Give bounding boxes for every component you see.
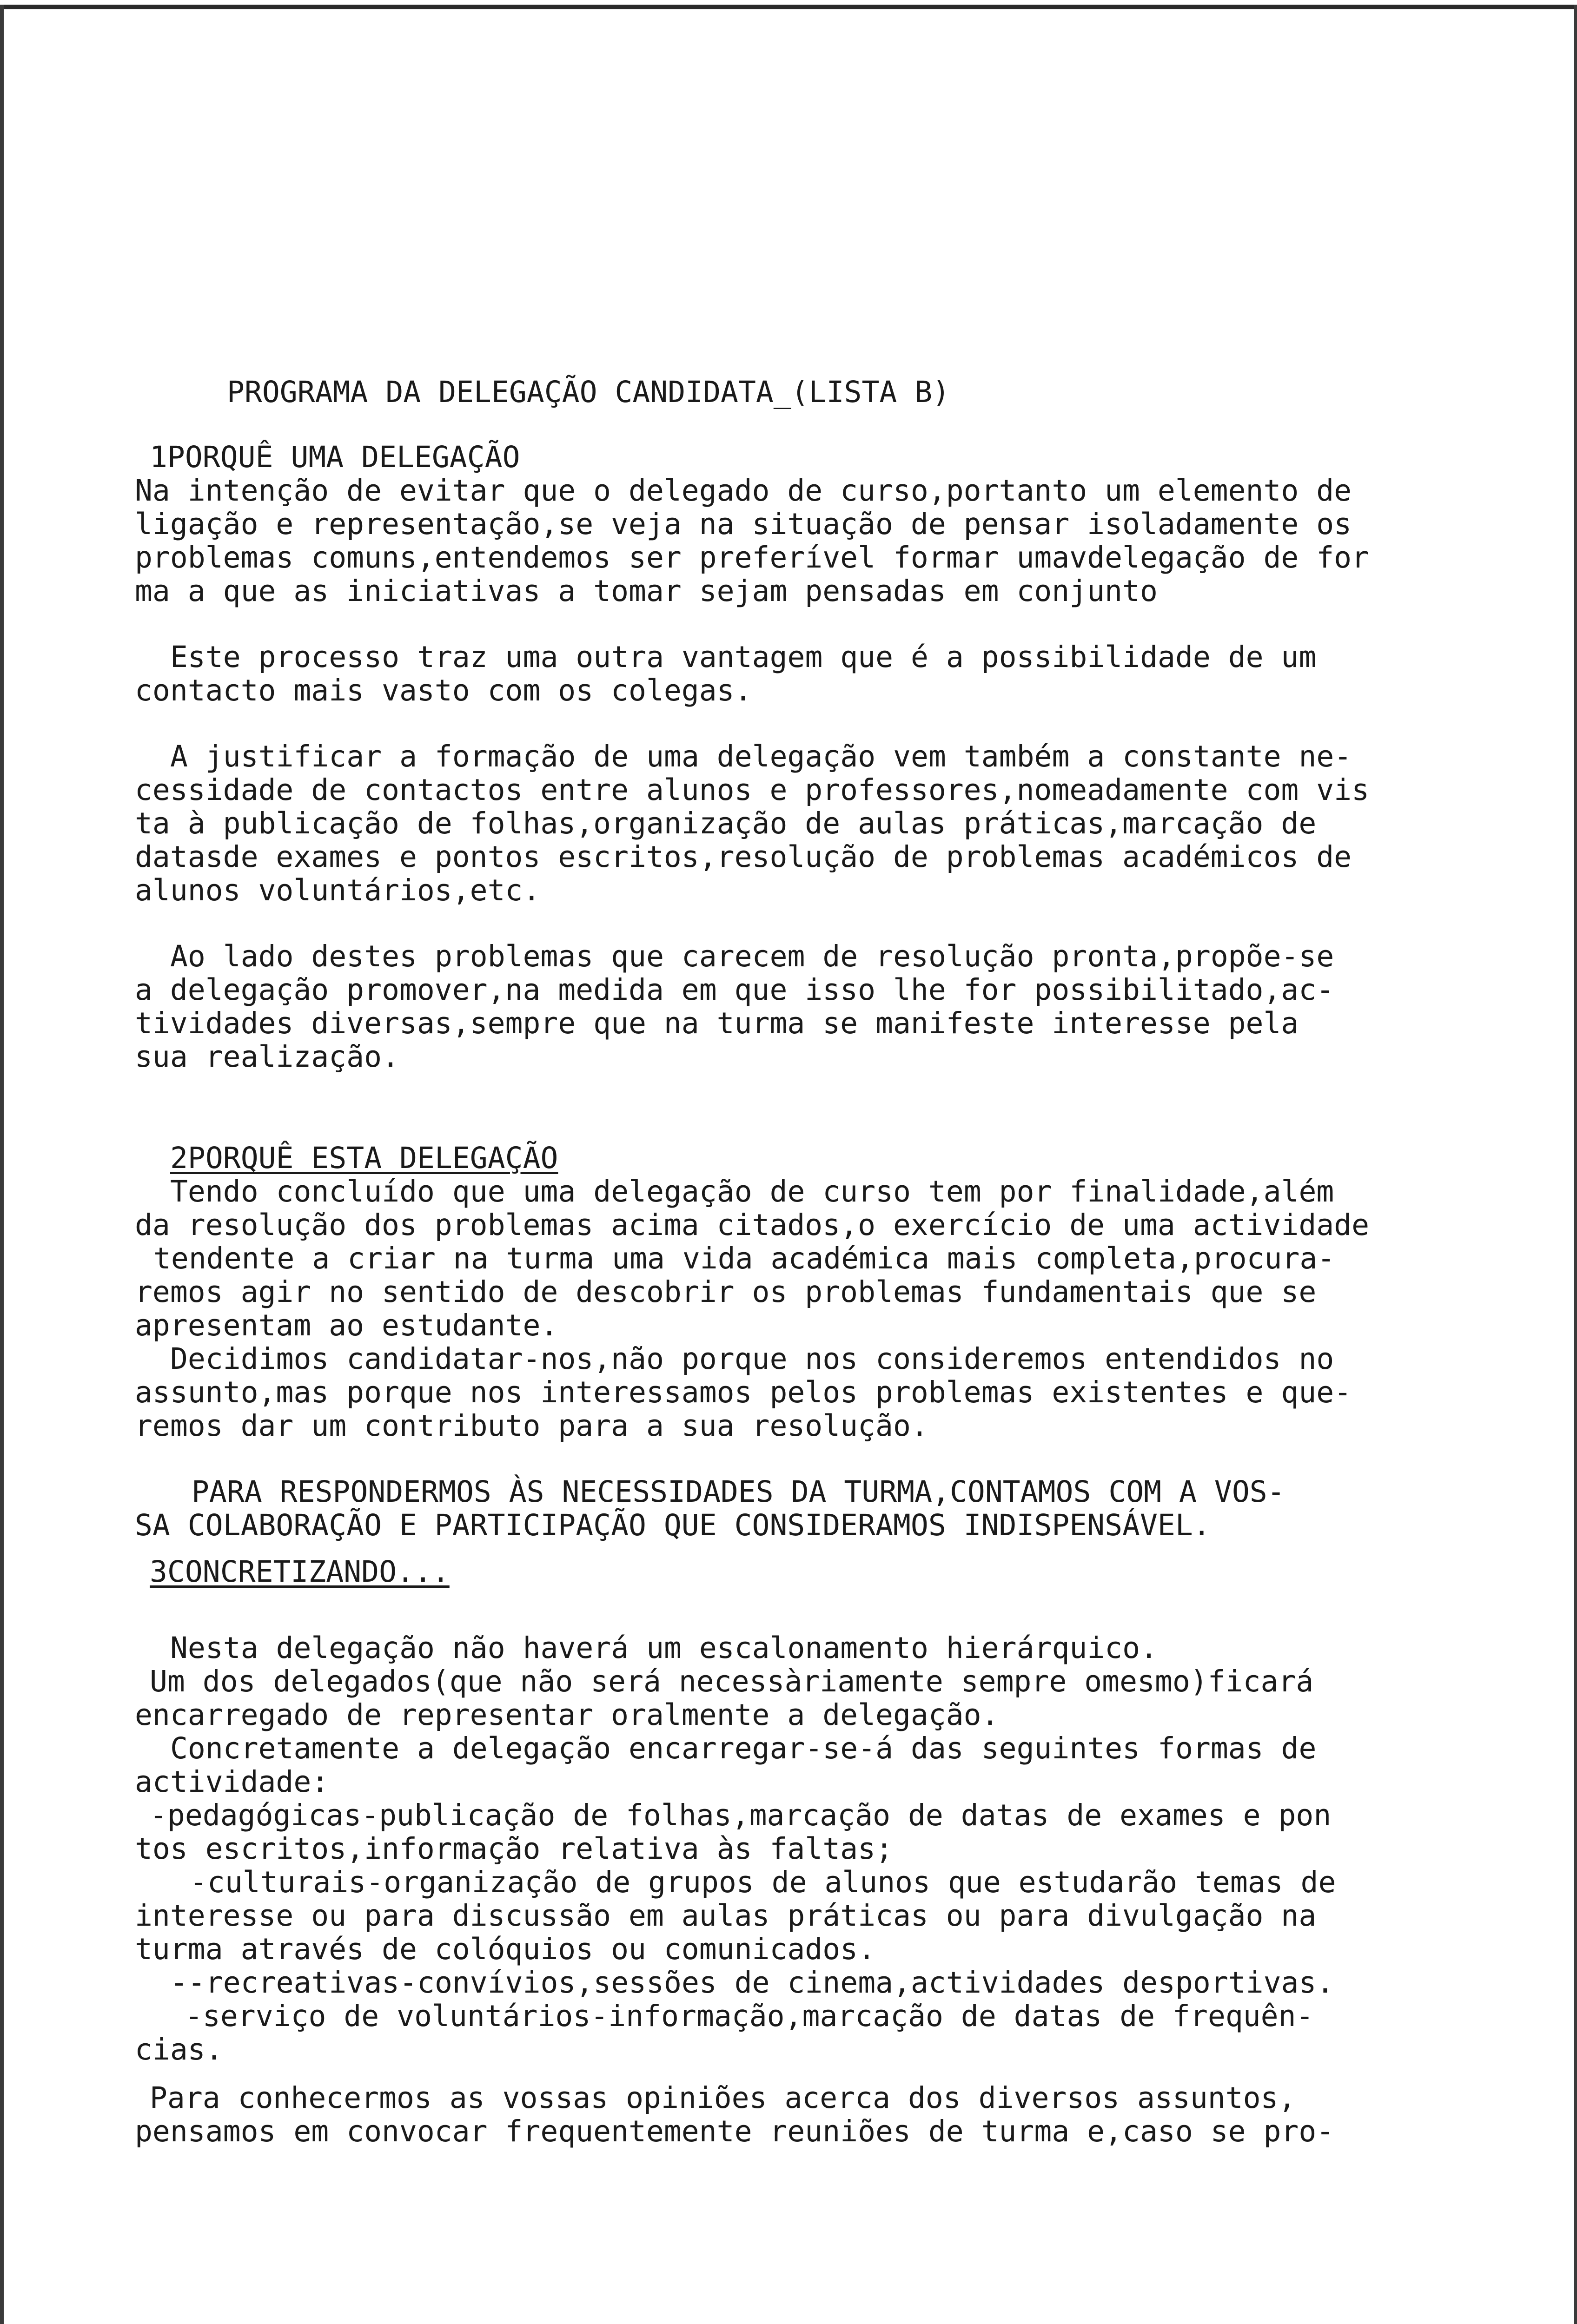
text-line: Nesta delegação não haverá um escalonamento hierárquico. [170,1631,1158,1665]
text-line: remos agir no sentido de descobrir os problemas fundamentais que se [135,1275,1317,1309]
text-line: contacto mais vasto com os colegas. [135,673,752,707]
text-line: assunto,mas porque nos interessamos pelos problemas existentes e que- [135,1375,1352,1409]
text-line: pensamos em convocar frequentemente reuniões de turma e,caso se pro- [135,2114,1334,2148]
callout-line: PARA RESPONDERMOS ÀS NECESSIDADES DA TURMA,CONTAMOS COM A VOS- [192,1475,1285,1509]
text-line: da resolução dos problemas acima citados,o exercício de uma actividade [135,1208,1370,1242]
text-line: ligação e representação,se veja na situação de pensar isoladamente os [135,507,1352,541]
text-line: a delegação promover,na medida em que isso lhe for possibilitado,ac- [135,973,1334,1007]
text-line: tividades diversas,sempre que na turma se manifeste interesse pela [135,1006,1299,1040]
text-line: problemas comuns,entendemos ser preferível formar umavdelegação de for [135,541,1370,574]
text-line: sua realização. [135,1040,399,1074]
text-line: cias. [135,2033,223,2067]
text-line: turma através de colóquios ou comunicados. [135,1932,876,1966]
page-frame-right [1574,5,1577,2324]
text-line: ta à publicação de folhas,organização de aulas práticas,marcação de [135,806,1317,840]
activity-culturais: -culturais-organização de grupos de alunos que estudarão temas de [190,1865,1336,1899]
page-frame-top [0,5,1577,9]
activity-servico-voluntarios: -serviço de voluntários-informação,marcação de datas de frequên- [185,1999,1314,2033]
text-line: ma a que as iniciativas a tomar sejam pensadas em conjunto [135,574,1158,608]
page-frame-left [0,5,4,2324]
text-line: A justificar a formação de uma delegação vem também a constante ne- [170,739,1352,773]
text-line: Decidimos candidatar-nos,não porque nos consideremos entendidos no [170,1342,1334,1376]
page-title: PROGRAMA DA DELEGAÇÃO CANDIDATA_(LISTA B) [227,375,950,409]
text-line: Um dos delegados(que não será necessàriamente sempre omesmo)ficará [150,1664,1314,1698]
text-line: Este processo traz uma outra vantagem que é a possibilidade de um [170,640,1317,674]
section-1-heading: 1PORQUÊ UMA DELEGAÇÃO [150,440,520,474]
text-line: Ao lado destes problemas que carecem de resolução pronta,propõe-se [170,939,1334,973]
text-line: apresentam ao estudante. [135,1308,558,1342]
text-line: encarregado de representar oralmente a delegação. [135,1698,999,1732]
text-line: Concretamente a delegação encarregar-se-á das seguintes formas de [170,1731,1317,1765]
text-line: datasde exames e pontos escritos,resolução de problemas académicos de [135,840,1352,874]
text-line: tendente a criar na turma uma vida académica mais completa,procura- [153,1241,1335,1275]
text-line: actividade: [135,1765,329,1799]
text-line: interesse ou para discussão em aulas práticas ou para divulgação na [135,1899,1317,1933]
section-2-heading: 2PORQUÊ ESTA DELEGAÇÃO [170,1141,558,1175]
text-line: alunos voluntários,etc. [135,873,541,907]
section-3-heading: 3CONCRETIZANDO... [150,1555,450,1589]
text-line: remos dar um contributo para a sua resolução. [135,1409,928,1443]
text-line: Para conhecermos as vossas opiniões acerca dos diversos assuntos, [150,2081,1296,2115]
text-line: cessidade de contactos entre alunos e professores,nomeadamente com vis [135,773,1370,807]
text-line: tos escritos,informação relativa às faltas; [135,1832,893,1866]
text-line: Tendo concluído que uma delegação de curso tem por finalidade,além [170,1175,1334,1208]
activity-pedagogicas: -pedagógicas-publicação de folhas,marcação de datas de exames e pon [150,1798,1332,1832]
callout-line: SA COLABORAÇÃO E PARTICIPAÇÃO QUE CONSIDERAMOS INDISPENSÁVEL. [135,1508,1211,1542]
text-line: Na intenção de evitar que o delegado de curso,portanto um elemento de [135,474,1352,508]
activity-recreativas: --recreativas-convívios,sessões de cinema,actividades desportivas. [170,1966,1334,2000]
